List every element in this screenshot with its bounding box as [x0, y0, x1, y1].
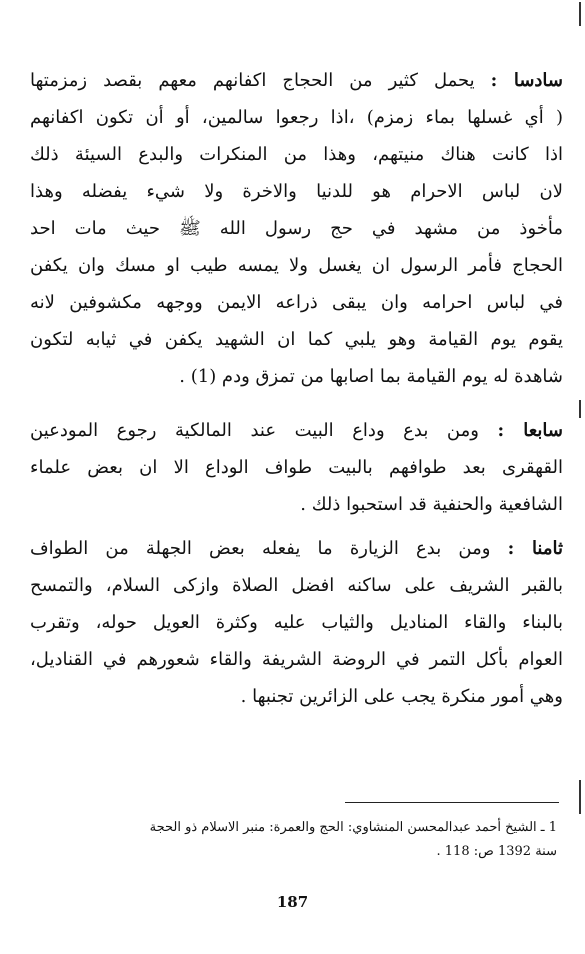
paragraph-line: سادسا : يحمل كثير من الحجاج اكفانهم معهم بقصد زمزمتها — [30, 70, 563, 91]
section-lead-eighth: ثامنا : — [507, 538, 563, 559]
paragraph-line: سابعا : ومن بدع وداع البيت عند المالكية رجوع المودعين — [30, 420, 563, 441]
paragraph-line: القهقرى بعد طوافهم بالبيت طواف الوداع الا ان بعض علماء — [30, 457, 563, 478]
paragraph-line: العوام بأكل التمر في الروضة الشريفة والقاء شعورهم في القناديل، — [30, 649, 563, 670]
scan-edge-mark — [579, 780, 581, 814]
paragraph-line: شاهدة له يوم القيامة بما اصابها من تمزق ودم (1) . — [179, 366, 563, 387]
page-number: 187 — [276, 893, 309, 911]
paragraph-seventh — [30, 412, 563, 523]
paragraph-sixth — [30, 62, 563, 395]
paragraph-line: اذا كانت هناك منيتهم، وهذا من المنكرات والبدع السيئة ذلك — [30, 144, 563, 165]
paragraph-eighth — [30, 530, 563, 715]
paragraph-line: الشافعية والحنفية قد استحبوا ذلك . — [300, 494, 563, 515]
section-lead-seventh: سابعا : — [497, 420, 563, 441]
section-lead-sixth: سادسا : — [490, 70, 563, 91]
scan-edge-mark — [579, 400, 581, 418]
paragraph-line: بالقبر الشريف على ساكنه افضل الصلاة وازكى السلام، والتمسح — [30, 575, 563, 596]
footnote-divider — [345, 802, 559, 803]
paragraph-line: يقوم يوم القيامة وهو يلبي كما ان الشهيد يكفن في ثيابه لتكون — [30, 329, 563, 350]
paragraph-line: لان لباس الاحرام هو للدنيا والاخرة ولا شيء يفضله وهذا — [30, 181, 563, 202]
paragraph-line: مأخوذ من مشهد في حج رسول الله ﷺ حيث مات احد — [30, 218, 563, 239]
paragraph-line: بالبناء والقاء المناديل والثياب عليه وكثرة العويل حوله، وتقرب — [30, 612, 563, 633]
footnote-line: سنة 1392 ص: 118 . — [436, 844, 557, 859]
paragraph-line: وهي أمور منكرة يجب على الزائرين تجنبها . — [240, 686, 563, 707]
footnote-line: 1 ـ الشيخ أحمد عبدالمحسن المنشاوي: الحج والعمرة: منبر الاسلام ذو الحجة — [149, 820, 557, 835]
scan-edge-mark — [579, 2, 581, 26]
paragraph-line: الحجاج فأمر الرسول ان يغسل ولا يمسه طيب او مسك وان يكفن — [30, 255, 563, 276]
paragraph-line: ( أي غسلها بماء زمزم) ،اذا رجعوا سالمين، أو أن تكون اكفانهم — [30, 107, 563, 128]
paragraph-line: في لباس احرامه وان يبقى ذراعه الايمن ووجهه مكشوفين لانه — [30, 292, 563, 313]
paragraph-line: ثامنا : ومن بدع الزيارة ما يفعله بعض الجهلة من الطواف — [30, 538, 563, 559]
footnote — [30, 816, 557, 864]
